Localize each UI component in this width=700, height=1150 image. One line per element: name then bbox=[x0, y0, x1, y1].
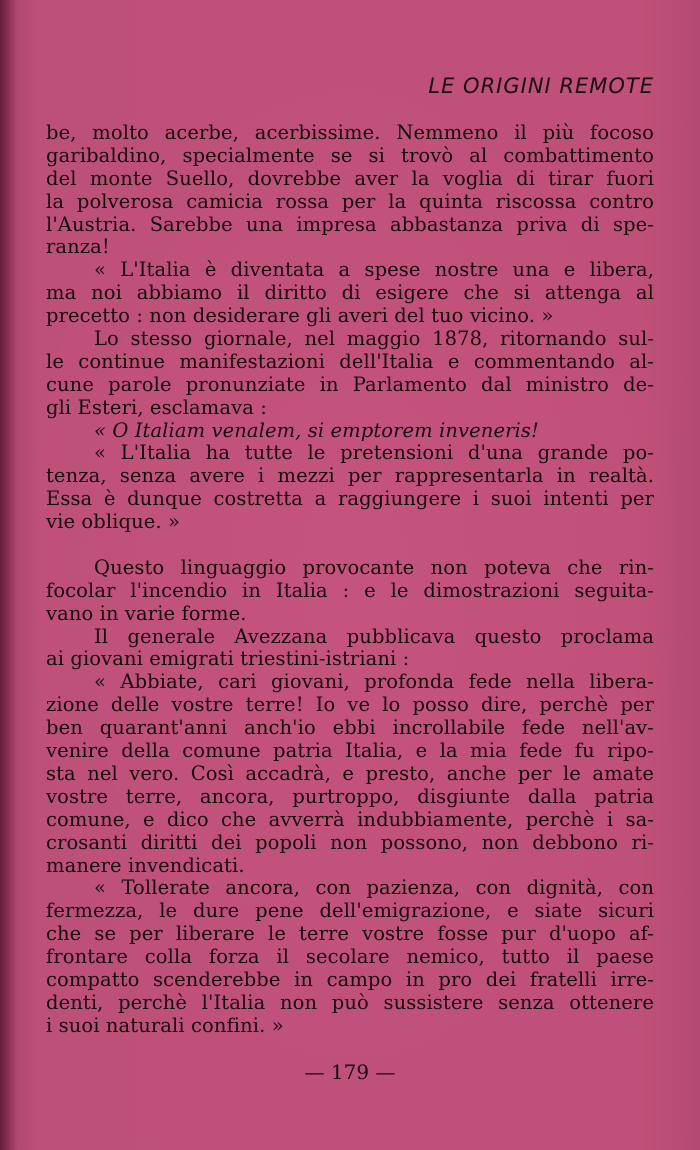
text-line: zione delle vostre terre! Io ve lo posso dire, perchè per bbox=[46, 693, 654, 717]
text-line: sta nel vero. Così accadrà, e presto, anche per le amate bbox=[46, 761, 654, 785]
text-line: ranza! bbox=[46, 235, 110, 259]
text-line: « Tollerate ancora, con pazienza, con dignità, con bbox=[94, 876, 654, 900]
text-line: la polverosa camicia rossa per la quinta riscossa contro bbox=[46, 189, 654, 213]
text-line: focolar l'incendio in Italia : e le dimostrazioni seguita- bbox=[46, 578, 654, 602]
text-line: i suoi naturali confini. » bbox=[46, 1013, 284, 1037]
text-line: denti, perchè l'Italia non può sussistere senza ottenere bbox=[46, 990, 654, 1014]
running-head: LE ORIGINI REMOTE bbox=[428, 74, 654, 98]
text-line: gli Esteri, esclamava : bbox=[46, 395, 267, 419]
body-text bbox=[46, 122, 654, 1038]
text-line: le continue manifestazioni dell'Italia e commentando al- bbox=[46, 349, 654, 373]
text-line: cune parole pronunziate in Parlamento dal ministro de- bbox=[46, 372, 654, 396]
text-line: che se per liberare le terre vostre fosse pur d'uopo af- bbox=[46, 922, 654, 946]
page-number: — 179 — bbox=[304, 1060, 396, 1084]
text-line: vano in varie forme. bbox=[46, 601, 247, 625]
text-line: ben quarant'anni anch'io ebbi incrollabile fede nell'av- bbox=[46, 716, 654, 740]
text-line: compatto scenderebbe in campo in pro dei fratelli irre- bbox=[46, 967, 654, 991]
text-line: Lo stesso giornale, nel maggio 1878, ritornando sul- bbox=[94, 327, 654, 351]
paragraph-gap bbox=[46, 534, 654, 557]
text-line: manere invendicati. bbox=[46, 853, 245, 877]
text-line: comune, e dico che avverrà indubbiamente, perchè i sa- bbox=[46, 807, 654, 831]
text-line: precetto : non desiderare gli averi del tuo vicino. » bbox=[46, 304, 554, 328]
text-line: del monte Suello, dovrebbe aver la voglia di tirar fuori bbox=[46, 166, 654, 190]
text-line: be, molto acerbe, acerbissime. Nemmeno il più focoso bbox=[46, 121, 654, 144]
text-line: fermezza, le dure pene dell'emigrazione, e siate sicuri bbox=[46, 899, 654, 923]
text-line: « L'Italia è diventata a spese nostre una e libera, bbox=[94, 258, 654, 282]
text-line: « O Italiam venalem, si emptorem inveneris! bbox=[94, 418, 539, 442]
text-line: « Abbiate, cari giovani, profonda fede nella libera- bbox=[94, 670, 654, 694]
text-line: Essa è dunque costretta a raggiungere i suoi intenti per bbox=[46, 487, 654, 511]
text-line: Il generale Avezzana pubblicava questo proclama bbox=[94, 624, 654, 648]
text-line: vie oblique. » bbox=[46, 510, 180, 534]
text-line: ai giovani emigrati triestini-istriani : bbox=[46, 647, 410, 671]
text-line: garibaldino, specialmente se si trovò al combattimento bbox=[46, 143, 654, 167]
text-line: frontare colla forza il secolare nemico, tutto il paese bbox=[46, 945, 654, 969]
text-line: venire della comune patria Italia, e la mia fede fu ripo- bbox=[46, 739, 654, 763]
text-line: vostre terre, ancora, purtroppo, disgiunte dalla patria bbox=[46, 784, 654, 808]
text-line: ma noi abbiamo il diritto di esigere che si attenga al bbox=[46, 281, 654, 305]
page-gutter-shadow bbox=[0, 0, 18, 1150]
text-line: Questo linguaggio provocante non poteva che rin- bbox=[94, 555, 654, 579]
text-line: crosanti diritti dei popoli non possono, non debbono ri- bbox=[46, 830, 654, 854]
text-line: « L'Italia ha tutte le pretensioni d'una grande po- bbox=[94, 441, 654, 465]
text-line: tenza, senza avere i mezzi per rappresentarla in realtà. bbox=[46, 464, 654, 488]
text-line: l'Austria. Sarebbe una impresa abbastanza priva di spe- bbox=[46, 212, 654, 236]
